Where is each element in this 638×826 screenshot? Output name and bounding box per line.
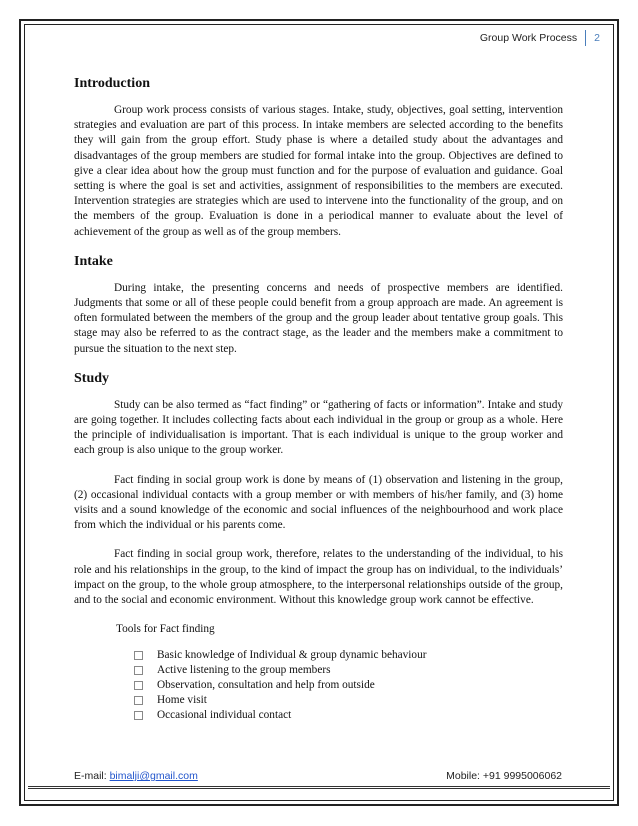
list-item-text: Observation, consultation and help from outside: [157, 679, 375, 692]
document-body: [74, 76, 563, 723]
page-number: 2: [585, 30, 608, 46]
checkbox-bullet-icon: [134, 681, 143, 690]
footer-divider: [28, 786, 610, 789]
list-item: [134, 693, 563, 708]
study-paragraph-1: Study can be also termed as “fact finding” or “gathering of facts or information”. Intake and study are going together. It includes collecting facts about each individual in the group or group as a whole. Here the principle of individualisation is important. That is each individual is unique to the group worker and each group is also unique to the group worker.: [74, 398, 563, 457]
tools-list: [74, 648, 563, 723]
list-item-text: Active listening to the group members: [157, 664, 331, 677]
study-paragraph-3: Fact finding in social group work, therefore, relates to the understanding of the individual, to his role and his relationships in the group, to the kind of impact the group has on individual, to the individuals’ impact on the group, to the whole group atmosphere, to the interpersonal relationships outside of the group, and to the social and economic environment. Without this knowledge group work cannot be effective.: [74, 548, 563, 607]
list-item-text: Occasional individual contact: [157, 709, 292, 722]
email-label: E-mail:: [74, 770, 107, 782]
list-item-text: Home visit: [157, 694, 207, 707]
footer-email: [74, 770, 198, 784]
intake-heading: Intake: [74, 253, 113, 269]
checkbox-bullet-icon: [134, 696, 143, 705]
checkbox-bullet-icon: [134, 711, 143, 720]
study-paragraph-2: Fact finding in social group work is done by means of (1) observation and listening in the group, (2) occasional individual contacts with a group member or with members of his/her family, and (3) home visits and a sound knowledge of the economic and social influences of the neighbourhood and work place from which the individual or his parents come.: [74, 473, 563, 532]
list-item: [134, 708, 563, 723]
list-item: [134, 648, 563, 663]
list-item: [134, 663, 563, 678]
tools-title: Tools for Fact finding: [116, 623, 215, 636]
page-footer: [74, 770, 562, 784]
page-header: [480, 30, 608, 46]
introduction-paragraph: Group work process consists of various stages. Intake, study, objectives, goal setting, intervention strategies and evaluation are part of this process. In intake members are selected according to the benefits they will gain from the group effort. Study phase is where a detailed study about the advantages and disadvantages of the group members are studied for formal intake into the group. Objectives are defined to give a clear idea about how the group must function and for the purpose of evaluation and guidance. Goal setting is where the goal is set and activities, assignment of responsibilities to the members are executed. Intervention strategies are strategies which are used to intervene into the functionality of the group, and on the members of the group. Evaluation is done in a periodical manner to evaluate about the level of achievement of the group as well as of the group members.: [74, 104, 563, 238]
list-item: [134, 678, 563, 693]
footer-mobile: Mobile: +91 9995006062: [446, 770, 562, 782]
list-item-text: Basic knowledge of Individual & group dynamic behaviour: [157, 649, 427, 662]
intake-paragraph: During intake, the presenting concerns and needs of prospective members are identified. Judgments that some or all of these people could benefit from a group approach are made. An agreement is often formulated between the members of the group and the group leader about tentative group goals. This stage may also be referred to as the contract stage, as the leader and the members make a commitment to pursue the situation to the next step.: [74, 281, 563, 355]
checkbox-bullet-icon: [134, 651, 143, 660]
study-heading: Study: [74, 370, 110, 386]
header-title: Group Work Process: [479, 32, 578, 44]
introduction-heading: Introduction: [74, 76, 150, 91]
email-link[interactable]: bimalji@gmail.com: [109, 770, 198, 782]
checkbox-bullet-icon: [134, 666, 143, 675]
